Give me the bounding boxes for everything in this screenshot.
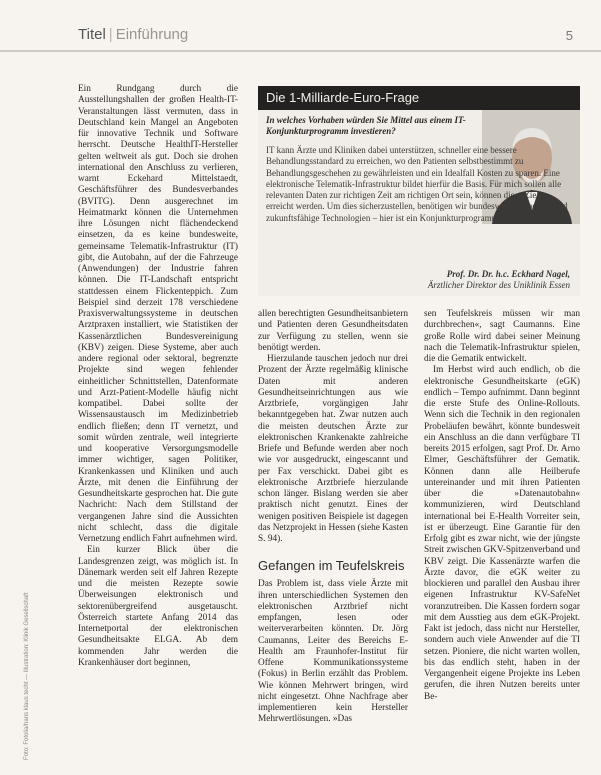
- signature-role: Ärztlicher Direktor des Uniklinik Essen: [427, 280, 570, 290]
- paragraph: Das Problem ist, dass viele Ärzte mit ihren unterschiedlichen Systemen den elektronischen Arztbrief nicht empfangen, lesen oder weiterverarbeiten könnten. Dr. Jörg Caumanns, Leiter des Bereichs E-Health am Fraunhofer-Institut für Offene Kommunikationssysteme (Fokus) in Berlin erzählt das Problem. Wie können Mehrwert bringen, wird nicht eingesetzt. Ohne Nachfrage aber implementieren kein Hersteller Mehrwertlösungen. »Das: [258, 579, 408, 725]
- paragraph: Hierzulande tauschen jedoch nur drei Prozent der Ärzte regelmäßig klinische Daten mit anderen Gesundheitseinrichtungen aus wie Arztbriefe, vorgängigen Jahr bekanntgegeben hat. Zwar nutzen auch die meisten deutschen Ärzte zur elektronischen Krankenakte zahlreiche Briefe und Befunde werden aber noch wie vor ausgedruckt, eingescannt und per Fax verschickt. Dabei gibt es elektronische Arztbriefe hierzulande schon länger. Bislang werden sie aber praktisch nicht genutzt. Eines der wenigen positiven Beispiele ist dagegen das Netzprojekt in Hessen (siehe Kasten S. 94).: [258, 354, 408, 544]
- paragraph: allen berechtigten Gesundheitsanbietern und Patienten deren Gesundheitsdaten zur Verfügung zu stellen, wenn sie benötigt werden.: [258, 309, 408, 353]
- article-column-3: [424, 309, 580, 703]
- signature-name: Prof. Dr. Dr. h.c. Eckhard Nagel,: [446, 269, 570, 279]
- header-separator: |: [108, 26, 113, 43]
- quote-box-title: Die 1-Milliarde-Euro-Frage: [258, 86, 580, 110]
- paragraph: Ein kurzer Blick über die Landesgrenzen zeigt, was möglich ist. In Dänemark werden seit elf Jahren Rezepte und die meisten Rezepte sowie Überweisungen elektronisch und sektorenübergreifend ausgetauscht. Österreich startete Anfang 2014 das Internetportal der elektronischen Gesundheitsakte ELGA. Ab dem kommenden Jahr werden die Krankenhäuser dort beginnen,: [78, 545, 238, 668]
- paragraph: Ein Rundgang durch die Ausstellungshallen der großen Health-IT-Veranstaltungen lässt vermuten, dass in Deutschland kein Mangel an Angeboten für innovative Technik und Software herrscht. Deutsche HealthIT-Hersteller gelten weltweit als gut. Doch sie drohen international den Anschluss zu verlieren, warnt Eckehard Mittelstaedt, Geschäftsführer des Bundesverbandes (BVITG). Denn ausgerechnet im Heimatmarkt können die Unternehmen ihre Lösungen nicht flächendeckend einsetzen, da es keine bundesweite, gemeinsame Telematik-Infrastruktur (IT) gibt, die Autobahn, auf der die Fahrzeuge (Anwendungen) der Industrie fahren können. Die IT-Landschaft entspricht stattdessen einem Flickenteppich. Zum Beispiel sind derzeit 178 verschiedene Praxisverwaltungssysteme in deutschen Arztpraxen installiert, wie Statistiken der Kassenärztlichen Bundesvereinigung (KBV) zeigen. Diese Systeme, aber auch andere regional oder sektoral, begrenzte Projekte sind wegen fehlender einheitlicher Schnittstellen, Datenformate und Arzt-Patient-Modelle häufig nicht kompatibel. Dabei sollte der Wissensaustausch im Medizinbetrieb endlich fließen; denn IT vernetzt, und somit würden zentrale, weil integrierte und kooperative Versorgungsmodelle immer wichtiger, sagen Politiker, Krankenkassen und Kliniken und auch Ärzte, mit denen die Einführung der Gesundheitskarte gesprochen hat. Die gute Nachricht: Nach dem Stillstand der vergangenen Jahre sind die Aussichten nicht schlecht, dass die digitale Vernetzung endlich Fahrt aufnehmen wird.: [78, 84, 238, 544]
- header-rule: [0, 50, 601, 52]
- paragraph: Im Herbst wird auch endlich, ob die elektronische Gesundheitskarte (eGK) endlich – Tempo aufnimmt. Dann beginnt die erste Stufe des Online-Rollouts. Wenn sich die Technik in den regionalen Probeläufen bewährt, könnte bundesweit ein Anschluss an die dann verfügbare TI bereits 2015 erfolgen, sagt Prof. Dr. Arno Elmer, Geschäftsführer der Gematik. Können dann alle Heilberufe untereinander und mit ihren Patienten über die »Datenautobahn« kommunizieren, wird Deutschland international bei E-Health Vorreiter sein, ist er überzeugt. Eine Garantie für den Erfolg gibt es zwar nicht, wie der jüngste Streit zwischen GKV-Spitzenverband und KBV zeigt. Die Kassenärzte warfen die Ärzte davor, die eGK weiter zu blockieren und parallel den Ausbau ihrer eigenen Infrastruktur KV-SafeNet voranzutreiben. Die Kassen fordern sogar mit dem Ausstieg aus dem eGK-Projekt. Fakt ist jedoch, dass nicht nur Hersteller, sondern auch viele Anwender auf die TI setzen. Pioniere, die nicht warten wollen, bis das endlich steht, haben in der Vergangenheit eigene Projekte ins Leben gerufen, die ihren Nutzen bereits unter Be-: [424, 365, 580, 702]
- paragraph: sen Teufelskreis müssen wir man durchbrechen«, sagt Caumanns. Eine große Rolle wird dabei seiner Meinung nach die Telematik-Infrastruktur spielen, die die Gematik entwickelt.: [424, 309, 580, 364]
- subsection-title: Einführung: [115, 26, 189, 43]
- article-column-2: [258, 309, 408, 726]
- quote-lead-question: In welches Vorhaben würden Sie Mittel aus einem IT-Konjunkturprogramm investieren?: [266, 115, 466, 136]
- page-number: 5: [565, 28, 573, 43]
- section-title: Titel: [78, 26, 106, 43]
- quote-signature: [428, 269, 570, 291]
- quote-text: IT kann Ärzte und Kliniken dabei unterstützen, schneller eine bessere Behandlungsstandard zu erreichen, wo den Patienten selbstbestimmt zu Behandlungsgeschehen zu gewährleisten und ein Idealfall Kosten zu sparen. Eine elektronische Telematik-Infrastruktur bildet hierfür die Basis. Für mich sollen alle relevanten Daten zur richtigen Zeit am richtigen Ort sein, können diese Ziele erreicht werden. Um dies sicherzustellen, benötigen wir bundesweite Standards und zukunftsfähige Technologien – hier ist ein Konjunkturprogramm dringend nötig.: [266, 145, 568, 223]
- running-header: [78, 26, 188, 43]
- article-column-1: [78, 84, 238, 669]
- quote-box: [258, 86, 580, 296]
- section-subheading: Gefangen im Teufelskreis: [258, 558, 405, 574]
- photo-credit: [24, 560, 42, 760]
- photo-credit-text: Foto: Fotolia/hans klaus techt — Illustration: Klinik Gesellschaft: [24, 592, 30, 760]
